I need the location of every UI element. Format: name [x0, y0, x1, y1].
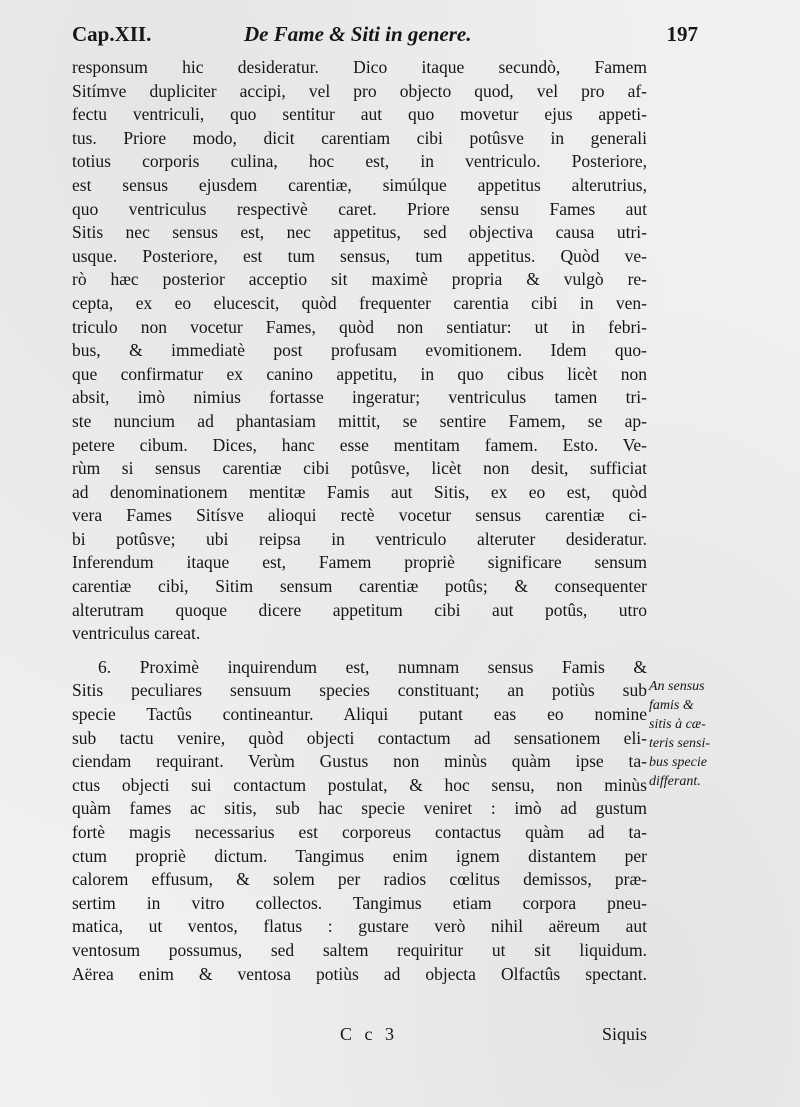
text-line: sertim in vitro collectos. Tangimus etiam corpora pneu- [72, 892, 647, 913]
text-line: responsum hic desideratur. Dico itaque secundò, Famem [72, 57, 647, 77]
signature-mark: C c 3 [340, 1024, 398, 1044]
page-footer [72, 1024, 647, 1050]
running-title: De Fame & Siti in genere. [244, 22, 472, 46]
text-line: matica, ut ventos, flatus : gustare verò nihil aëreum aut [72, 916, 647, 937]
text-line: que confirmatur ex canino appetitu, in quo cibus licèt non [72, 363, 647, 384]
text-line: est sensus ejusdem carentiæ, simúlque appetitus alterutrius, [72, 174, 647, 195]
text-line: triculo non vocetur Fames, quòd non sentiatur: ut in febri- [72, 316, 647, 337]
text-line: 6. Proximè inquirendum est, numnam sensus Famis & [98, 656, 647, 677]
paragraph-2 [72, 656, 647, 986]
text-line: absit, imò nimius fortasse ingeratur; ventriculus tamen tri- [72, 387, 647, 408]
running-header [72, 22, 712, 52]
margin-note-line: sitis à cæ- [649, 717, 706, 732]
margin-note-line: famis & [649, 698, 694, 713]
text-line: cepta, ex eo elucescit, quòd frequenter carentia cibi in ven- [72, 292, 647, 313]
text-line: specie Tactûs contineantur. Aliqui putant eas eo nomine [72, 704, 647, 725]
text-line: ventosum possumus, sed saltem requiritur ut sit liquidum. [72, 939, 647, 960]
text-line: tus. Priore modo, dicit carentiam cibi potûsve in generali [72, 127, 647, 148]
text-line: alterutram quoque dicere appetitum cibi aut potûs, utro [72, 599, 647, 620]
text-line: ctus objecti sui contactum postulat, & hoc sensu, non minùs [72, 774, 647, 795]
text-line: quo ventriculus respectivè caret. Priore sensu Fames aut [72, 198, 647, 219]
margin-note-line: An sensus [649, 679, 705, 694]
text-line: ventriculus careat. [72, 623, 201, 644]
text-line: totius corporis culina, hoc est, in ventriculo. Posteriore, [72, 151, 647, 172]
margin-note-line: bus specie [649, 755, 707, 770]
text-line: petere cibum. Dices, hanc esse mentitam famem. Esto. Ve- [72, 434, 647, 455]
text-line: fectu ventriculi, quo sentitur aut quo movetur ejus appeti- [72, 104, 647, 125]
text-line: rùm si sensus carentiæ cibi potûsve, licèt non desit, sufficiat [72, 458, 647, 479]
body-text [72, 56, 647, 986]
text-line: Sitis peculiares sensuum species constituant; an potiùs sub [72, 680, 647, 701]
text-line: ad denominationem mentitæ Famis aut Sitis, ex eo est, quòd [72, 481, 647, 502]
text-line: usque. Posteriore, est tum sensus, tum appetitus. Quòd ve- [72, 245, 647, 266]
catchword: Siquis [601, 1024, 647, 1044]
marginal-note [649, 677, 767, 791]
paragraph-1 [72, 56, 647, 646]
text-line: Aërea enim & ventosa potiùs ad objecta Olfactûs spectant. [72, 963, 647, 984]
text-line: vera Fames Sitísve alioqui rectè vocetur sensus carentiæ ci- [72, 505, 647, 526]
text-line: ste nuncium ad phantasiam mittit, se sentire Famem, se ap- [72, 410, 647, 431]
text-line: fortè magis necessarius est corporeus contactus quàm ad ta- [72, 822, 647, 842]
text-line: Sitis nec sensus est, nec appetitus, sed objectiva causa utri- [72, 222, 647, 243]
text-line: quàm fames ac sitis, sub hac specie veniret : imò ad gustum [72, 798, 647, 819]
page-number: 197 [666, 22, 698, 46]
chapter-label: Cap.XII. [72, 22, 152, 46]
text-line: bi potûsve; ubi reipsa in ventriculo alteruter desideratur. [72, 528, 647, 549]
text-line: ctum propriè dictum. Tangimus enim ignem distantem per [72, 845, 647, 866]
margin-note-line: differant. [649, 774, 701, 789]
text-line: Sitímve dupliciter accipi, vel pro objecto quod, vel pro af- [72, 80, 647, 101]
text-line: carentiæ cibi, Sitim sensum carentiæ potûs; & consequenter [72, 576, 647, 597]
text-line: ciendam requirant. Verùm Gustus non minùs quàm ipse ta- [72, 751, 647, 772]
text-line: Inferendum itaque est, Famem propriè significare sensum [72, 552, 647, 573]
text-line: rò hæc posterior acceptio sit maximè propria & vulgò re- [72, 269, 647, 290]
text-line: sub tactu venire, quòd objecti contactum ad sensationem eli- [72, 727, 647, 748]
text-line: calorem effusum, & solem per radios cœlitus demissos, præ- [72, 869, 647, 890]
margin-note-line: teris sensi- [649, 736, 711, 751]
text-line: bus, & immediatè post profusam evomitionem. Idem quo- [72, 340, 647, 361]
